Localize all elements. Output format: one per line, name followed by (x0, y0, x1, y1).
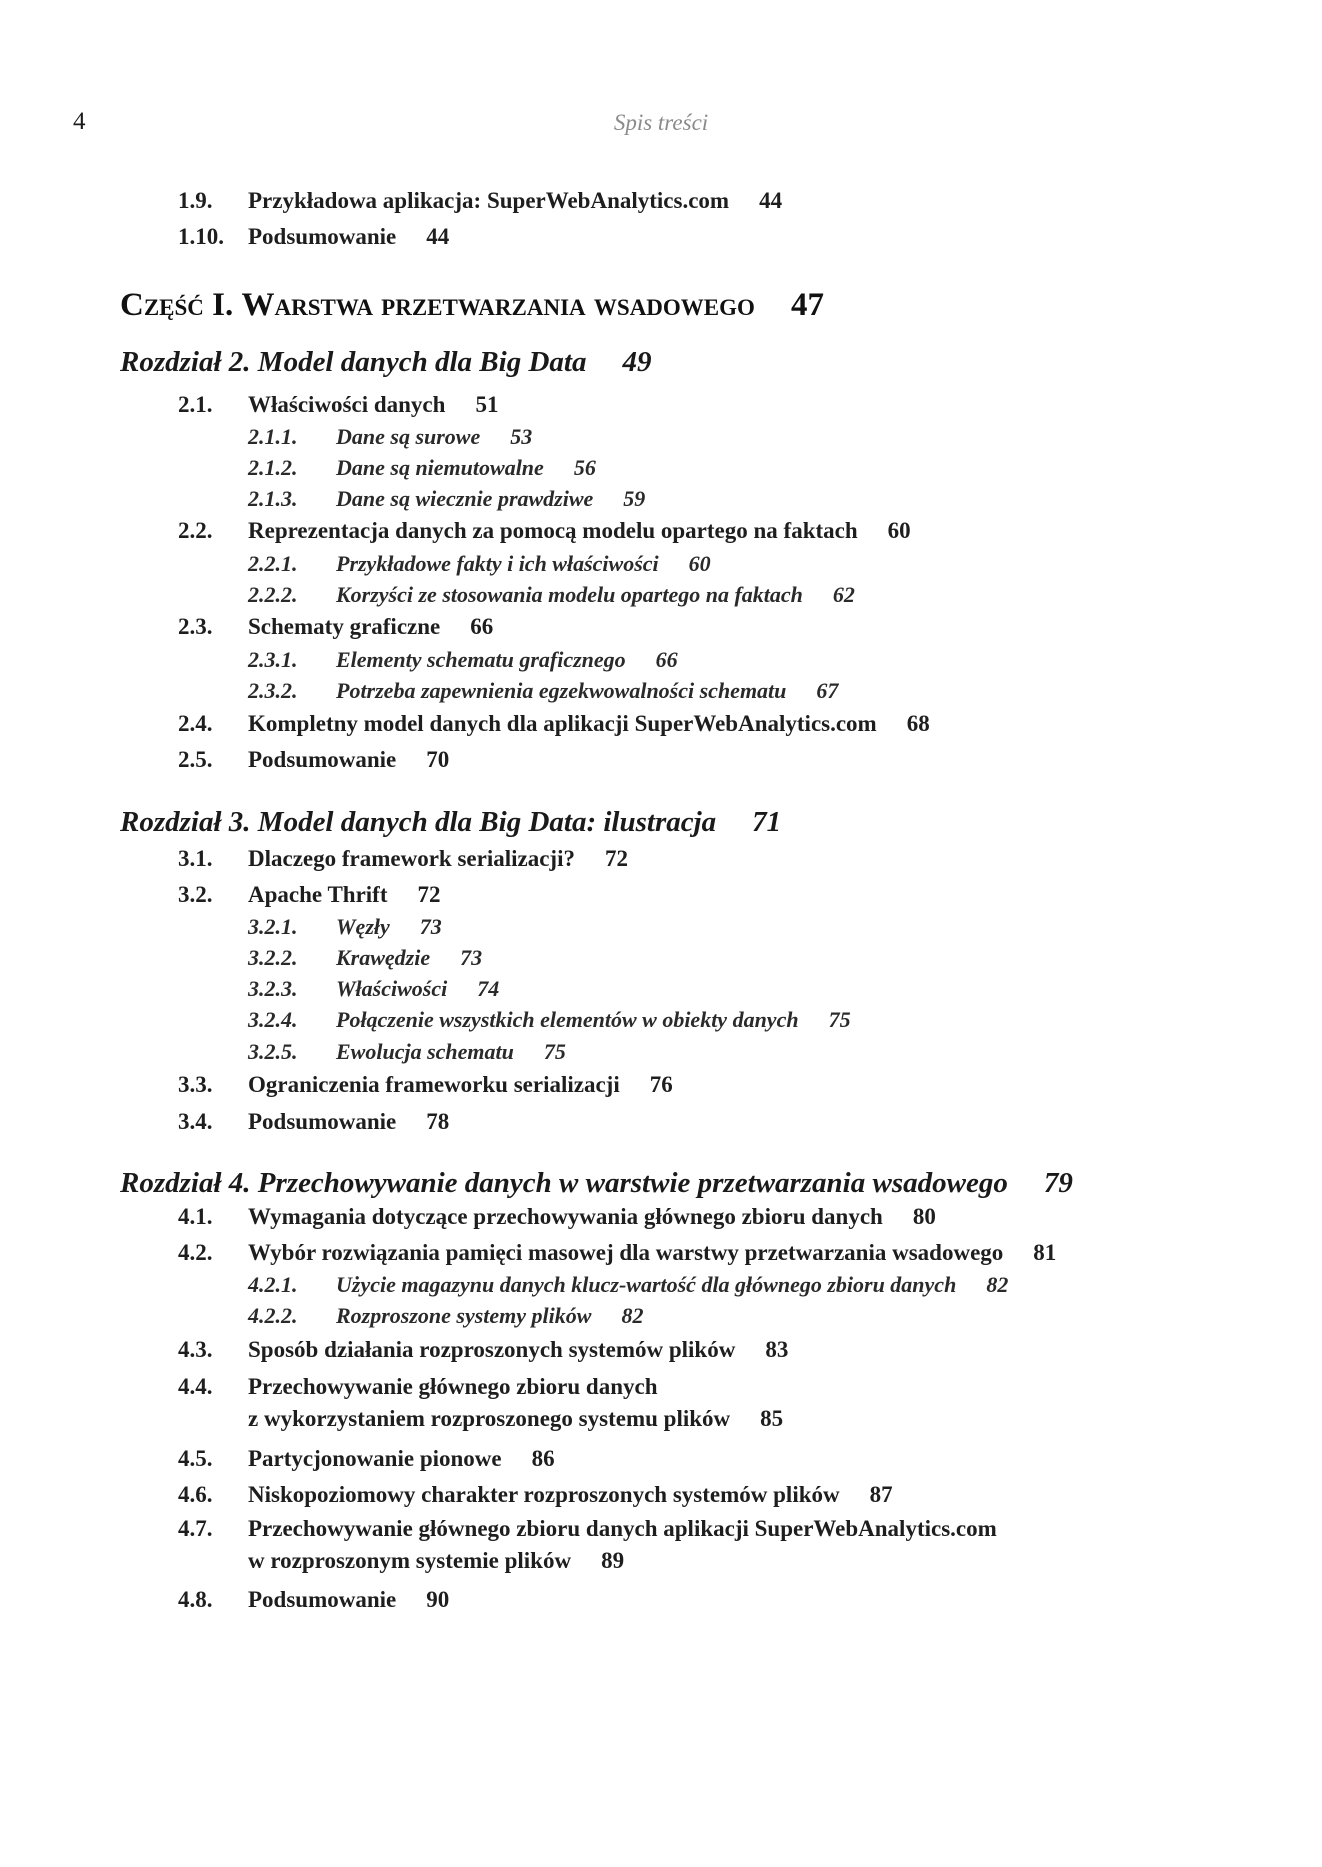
entry-title (248, 1240, 1056, 1266)
entry-title-text: Potrzeba zapewnienia egzekwowalności schematu (336, 678, 787, 703)
entry-title-text: Krawędzie (336, 945, 431, 970)
entry-number: 4.2.2. (248, 1303, 298, 1328)
entry-title (336, 945, 482, 971)
entry-number: 2.1.1. (248, 424, 298, 449)
toc-chapter-row[interactable] (120, 806, 781, 839)
entry-title (248, 1516, 997, 1574)
entry-title-text: Reprezentacja danych za pomocą modelu opartego na faktach (248, 518, 858, 543)
entry-title (336, 976, 499, 1002)
page-ref: 74 (477, 976, 500, 1001)
running-head: Spis treści (613, 110, 709, 135)
entry-number: 3.2.4. (248, 1007, 298, 1032)
entry-title-text: Rozproszone systemy plików (336, 1303, 592, 1328)
entry-title (336, 678, 838, 704)
entry-title-text: Właściwości (336, 976, 448, 1001)
page-ref: 44 (759, 188, 783, 213)
entry-title (248, 224, 449, 250)
entry-title-line1: Przechowywanie głównego zbioru danych aplikacji SuperWebAnalytics.com (248, 1516, 997, 1541)
page-ref: 66 (655, 647, 678, 672)
entry-title-line2-wrap (248, 1406, 783, 1432)
entry-number: 4.2.1. (248, 1272, 298, 1297)
entry-title-text: Niskopoziomowy charakter rozproszonych systemów plików (248, 1482, 840, 1507)
page-ref: 59 (623, 486, 646, 511)
page-ref: 86 (531, 1446, 555, 1471)
part-word: Część (120, 287, 204, 323)
part-name: Warstwa przetwarzania wsadowego (241, 287, 755, 323)
entry-title-text: Dlaczego framework serializacji? (248, 846, 575, 871)
entry-title-text: Dane są niemutowalne (336, 455, 544, 480)
entry-number: 4.7. (178, 1516, 213, 1541)
page-ref: 70 (426, 747, 450, 772)
page-ref: 71 (752, 806, 782, 838)
entry-title (248, 1072, 673, 1098)
page-ref: 51 (475, 392, 499, 417)
entry-title-text: Elementy schematu graficznego (336, 647, 626, 672)
page-ref: 67 (816, 678, 839, 703)
entry-title-line2: w rozproszonym systemie plików (248, 1548, 572, 1573)
entry-number: 2.2. (178, 518, 213, 543)
page-ref: 82 (621, 1303, 644, 1328)
page-ref: 68 (906, 711, 930, 736)
entry-title (248, 1337, 788, 1363)
entry-number: 2.3. (178, 614, 213, 639)
entry-title-text: Podsumowanie (248, 1109, 397, 1134)
entry-number: 3.2.2. (248, 945, 298, 970)
entry-number: 2.1. (178, 392, 213, 417)
entry-title-text: Ewolucja schematu (336, 1039, 514, 1064)
entry-number: 3.1. (178, 846, 213, 871)
entry-title-text: Podsumowanie (248, 1587, 397, 1612)
entry-title (248, 1204, 936, 1230)
entry-number: 2.1.2. (248, 455, 298, 480)
entry-title (336, 455, 596, 481)
entry-title-text: Ograniczenia frameworku serializacji (248, 1072, 620, 1097)
toc-chapter-row[interactable] (120, 346, 651, 379)
toc-chapter-row[interactable] (120, 1167, 1073, 1200)
page-ref: 73 (419, 914, 442, 939)
entry-title-text: Użycie magazynu danych klucz-wartość dla głównego zbioru danych (336, 1272, 957, 1297)
entry-title-text: Wymagania dotyczące przechowywania głównego zbioru danych (248, 1204, 883, 1229)
entry-number: 1.9. (178, 188, 213, 213)
entry-title-text: Podsumowanie (248, 747, 397, 772)
entry-title (248, 392, 498, 418)
part-number: I. (212, 287, 234, 323)
entry-number: 3.2.3. (248, 976, 298, 1001)
entry-title-text: Korzyści ze stosowania modelu opartego na faktach (336, 582, 803, 607)
entry-number: 2.4. (178, 711, 213, 736)
entry-title-text: Przykładowa aplikacja: SuperWebAnalytics.com (248, 188, 730, 213)
page-ref: 73 (460, 945, 483, 970)
toc-part-row[interactable] (120, 287, 824, 324)
entry-title-line2-wrap (248, 1548, 997, 1574)
entry-title (248, 711, 930, 737)
page-ref: 62 (832, 582, 855, 607)
entry-number: 4.4. (178, 1374, 213, 1399)
entry-number: 4.6. (178, 1482, 213, 1507)
page-ref: 82 (986, 1272, 1009, 1297)
page-ref: 80 (912, 1204, 936, 1229)
page-ref: 83 (765, 1337, 789, 1362)
entry-title (248, 1587, 449, 1613)
chapter-title: Rozdział 3. Model danych dla Big Data: ilustracja (120, 806, 717, 838)
entry-title-line2: z wykorzystaniem rozproszonego systemu plików (248, 1406, 731, 1431)
page-ref: 76 (649, 1072, 673, 1097)
page-ref: 60 (688, 551, 711, 576)
chapter-title: Rozdział 4. Przechowywanie danych w warstwie przetwarzania wsadowego (120, 1167, 1008, 1199)
entry-number: 3.3. (178, 1072, 213, 1097)
page-ref: 87 (869, 1482, 893, 1507)
page-ref: 44 (426, 224, 450, 249)
page-ref: 90 (426, 1587, 450, 1612)
entry-title (248, 1109, 449, 1135)
entry-number: 2.2.1. (248, 551, 298, 576)
entry-title-text: Węzły (336, 914, 390, 939)
entry-title-text: Przykładowe fakty i ich właściwości (336, 551, 659, 576)
entry-title (336, 424, 532, 450)
page-ref: 81 (1033, 1240, 1057, 1265)
entry-title (336, 1007, 851, 1033)
entry-title-text: Apache Thrift (248, 882, 388, 907)
page-ref: 47 (790, 287, 824, 323)
page-ref: 75 (828, 1007, 851, 1032)
chapter-title: Rozdział 2. Model danych dla Big Data (120, 346, 587, 378)
entry-number: 1.10. (178, 224, 224, 249)
entry-title-text: Sposób działania rozproszonych systemów plików (248, 1337, 736, 1362)
entry-title (248, 1446, 555, 1472)
entry-title (248, 614, 493, 640)
page-ref: 66 (470, 614, 494, 639)
entry-number: 4.1. (178, 1204, 213, 1229)
entry-title-text: Właściwości danych (248, 392, 446, 417)
page-ref: 75 (543, 1039, 566, 1064)
entry-title (248, 1482, 893, 1508)
page-ref: 85 (760, 1406, 784, 1431)
entry-title (336, 1303, 643, 1329)
entry-title (336, 1272, 1008, 1298)
page-ref: 72 (417, 882, 441, 907)
page-ref: 56 (573, 455, 596, 480)
entry-title (336, 914, 442, 940)
entry-title (336, 647, 678, 673)
entry-title (248, 846, 628, 872)
entry-number: 2.3.2. (248, 678, 298, 703)
entry-title (248, 188, 782, 214)
entry-number: 4.3. (178, 1337, 213, 1362)
page-ref: 89 (601, 1548, 625, 1573)
entry-title-line1: Przechowywanie głównego zbioru danych (248, 1374, 658, 1399)
page-ref: 60 (887, 518, 911, 543)
part-title (120, 287, 755, 323)
entry-number: 3.2.5. (248, 1039, 298, 1064)
entry-title (248, 882, 441, 908)
entry-number: 3.2.1. (248, 914, 298, 939)
entry-title-text: Dane są wiecznie prawdziwe (336, 486, 594, 511)
entry-number: 2.5. (178, 747, 213, 772)
entry-title (336, 582, 855, 608)
entry-title (248, 1374, 783, 1432)
entry-number: 3.2. (178, 882, 213, 907)
entry-number: 4.8. (178, 1587, 213, 1612)
page-ref: 53 (510, 424, 533, 449)
entry-number: 3.4. (178, 1109, 213, 1134)
entry-number: 2.3.1. (248, 647, 298, 672)
page-ref: 49 (622, 346, 652, 378)
entry-number: 2.2.2. (248, 582, 298, 607)
entry-title (336, 1039, 566, 1065)
page-ref: 78 (426, 1109, 450, 1134)
entry-number: 4.2. (178, 1240, 213, 1265)
entry-title-text: Wybór rozwiązania pamięci masowej dla warstwy przetwarzania wsadowego (248, 1240, 1004, 1265)
page-ref: 79 (1043, 1167, 1073, 1199)
entry-title-text: Kompletny model danych dla aplikacji SuperWebAnalytics.com (248, 711, 877, 736)
entry-title-text: Połączenie wszystkich elementów w obiekty danych (336, 1007, 799, 1032)
entry-number: 2.1.3. (248, 486, 298, 511)
entry-title-text: Dane są surowe (336, 424, 481, 449)
page-ref: 72 (604, 846, 628, 871)
entry-title-text: Schematy graficzne (248, 614, 441, 639)
entry-title (248, 518, 911, 544)
entry-title (248, 747, 449, 773)
entry-title-text: Podsumowanie (248, 224, 397, 249)
entry-title-text: Partycjonowanie pionowe (248, 1446, 502, 1471)
entry-number: 4.5. (178, 1446, 213, 1471)
entry-title (336, 551, 711, 577)
page-number: 4 (73, 108, 86, 135)
entry-title (336, 486, 645, 512)
